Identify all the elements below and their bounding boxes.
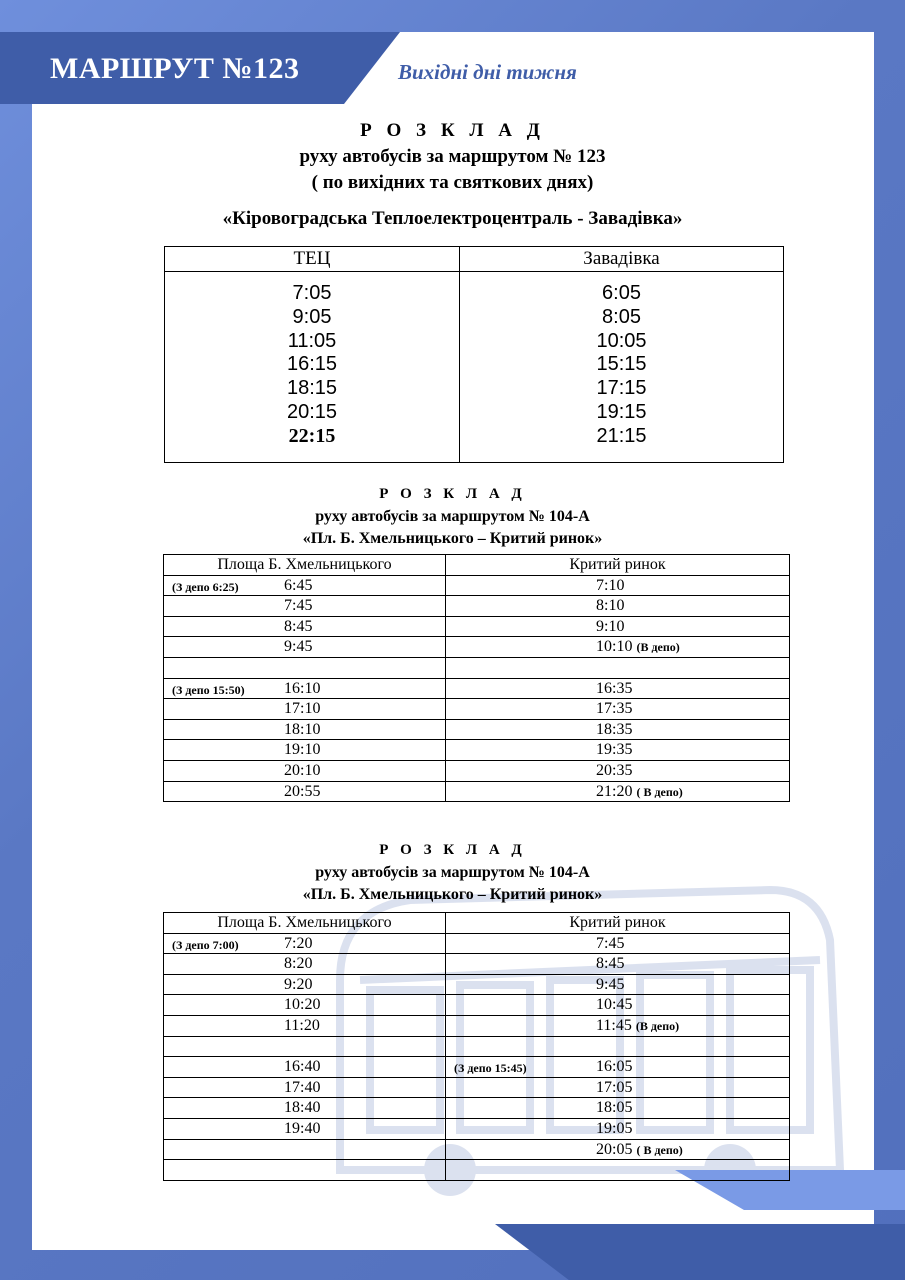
table-row — [164, 1118, 790, 1139]
table-row — [164, 1015, 790, 1036]
left-cell — [164, 1036, 446, 1057]
left-cell — [164, 1077, 446, 1098]
arrival-time: 18:35 — [596, 720, 633, 738]
column-header-right: Критий ринок — [446, 555, 790, 576]
left-cell — [164, 657, 446, 678]
table-row — [164, 740, 790, 761]
left-cell — [164, 637, 446, 658]
table-header-row — [164, 555, 790, 576]
arrival-time: 16:35 — [596, 679, 633, 697]
right-cell — [446, 760, 790, 781]
schedule2-route: «Пл. Б. Хмельницького – Критий ринок» — [302, 530, 603, 547]
departure-time: 17:10 — [284, 700, 321, 718]
right-cell — [446, 1139, 790, 1160]
arrival-time: 9:10 — [596, 617, 625, 635]
arrival-time: 19:05 — [596, 1119, 633, 1137]
right-cell — [446, 637, 790, 658]
column-header-left: Площа Б. Хмельницького — [164, 555, 446, 576]
table-row — [164, 995, 790, 1016]
departure-time: 17:40 — [284, 1078, 321, 1096]
arrival-time: 21:20 — [596, 782, 633, 800]
departure-time: 19:40 — [284, 1119, 321, 1137]
depot-note: (В депо) — [636, 640, 680, 655]
arrival-time: 7:45 — [596, 934, 625, 952]
departure-time: 11:20 — [284, 1016, 320, 1034]
arrival-time-wrap — [596, 1140, 683, 1160]
left-cell — [164, 933, 446, 954]
time-value: 16:15 — [286, 353, 338, 376]
table-row — [164, 781, 790, 802]
left-cell — [164, 1160, 446, 1181]
left-cell — [164, 1098, 446, 1119]
right-cell — [446, 974, 790, 995]
left-cell — [164, 974, 446, 995]
right-cell — [446, 781, 790, 802]
arrival-time-wrap — [596, 699, 632, 718]
arrival-time-wrap — [596, 1016, 679, 1036]
tec-times-cell — [165, 272, 460, 463]
depot-note: ( В депо) — [636, 1142, 683, 1157]
table-row — [164, 1077, 790, 1098]
schedule3-line1: руху автобусів за маршрутом № 104-А — [315, 864, 590, 881]
arrival-time-wrap — [596, 720, 632, 739]
time-value: 6:05 — [602, 282, 641, 304]
arrival-time: 18:05 — [596, 1099, 633, 1117]
arrival-time-wrap — [596, 1078, 632, 1097]
departure-time: 10:20 — [284, 996, 321, 1014]
table-row — [164, 954, 790, 975]
depot-note: ( В депо) — [636, 784, 683, 799]
arrival-time-wrap — [596, 596, 624, 615]
departure-time: 19:10 — [284, 741, 321, 759]
depot-note: (З депо 7:00) — [172, 937, 239, 952]
arrival-time: 19:35 — [596, 741, 633, 759]
right-cell — [446, 678, 790, 699]
depot-note: (З депо 15:50) — [172, 682, 245, 697]
depot-note: (З депо 6:25) — [172, 579, 239, 594]
zavadivka-times-cell — [460, 272, 784, 463]
left-cell — [164, 1057, 446, 1078]
arrival-time-wrap — [596, 617, 624, 636]
left-cell — [164, 699, 446, 720]
table-row — [164, 933, 790, 954]
arrival-time: 10:45 — [596, 996, 633, 1014]
right-cell — [446, 1098, 790, 1119]
table-row — [164, 616, 790, 637]
table-row — [164, 678, 790, 699]
page-title: МАРШРУТ №123 — [50, 52, 300, 85]
schedule3-route: «Пл. Б. Хмельницького – Критий ринок» — [302, 886, 603, 903]
table-row — [164, 657, 790, 678]
depot-note: (З депо 15:45) — [454, 1061, 527, 1076]
arrival-time-wrap — [596, 782, 683, 802]
departure-time: 20:55 — [284, 782, 321, 800]
column-header-tec: ТЕЦ — [165, 247, 460, 272]
left-cell — [164, 995, 446, 1016]
schedule2-heading: Р О З К Л А Д — [379, 486, 526, 502]
departure-time: 20:10 — [284, 761, 321, 779]
column-header-zavadivka: Завадівка — [460, 247, 784, 272]
arrival-time-wrap — [596, 1119, 632, 1138]
depot-note: (В депо) — [635, 1018, 680, 1033]
table-row — [164, 760, 790, 781]
departure-time: 16:40 — [284, 1058, 321, 1076]
time-value: 8:05 — [602, 305, 641, 328]
right-cell — [446, 995, 790, 1016]
time-value: 20:15 — [286, 400, 338, 423]
table-row — [164, 1160, 790, 1181]
right-cell — [446, 719, 790, 740]
schedule1-line2: ( по вихідних та святкових днях) — [311, 172, 594, 193]
right-cell — [446, 596, 790, 617]
schedule1-line1: руху автобусів за маршрутом № 123 — [299, 146, 606, 167]
table-header-row — [164, 913, 790, 934]
right-cell — [446, 1118, 790, 1139]
arrival-time-wrap — [596, 679, 632, 698]
column-header-left: Площа Б. Хмельницького — [164, 913, 446, 934]
departure-time: 6:45 — [284, 576, 313, 594]
arrival-time: 8:45 — [596, 955, 625, 973]
right-cell — [446, 1160, 790, 1181]
left-cell — [164, 616, 446, 637]
time-value: 18:15 — [286, 377, 338, 400]
departure-time: 8:45 — [284, 617, 313, 635]
right-cell — [446, 699, 790, 720]
right-cell — [446, 575, 790, 596]
time-value: 10:05 — [596, 329, 647, 352]
table-row — [164, 596, 790, 617]
arrival-time-wrap — [596, 975, 624, 994]
left-cell — [164, 740, 446, 761]
page-subtitle: Вихідні дні тижня — [398, 60, 577, 84]
time-value: 11:05 — [287, 329, 337, 352]
right-cell — [446, 1036, 790, 1057]
departure-time: 7:45 — [284, 597, 313, 615]
arrival-time: 7:10 — [596, 576, 625, 594]
left-cell — [164, 719, 446, 740]
arrival-time: 9:45 — [596, 975, 625, 993]
arrival-time-wrap — [596, 740, 632, 759]
right-cell — [446, 1077, 790, 1098]
left-cell — [164, 678, 446, 699]
left-cell — [164, 760, 446, 781]
time-value: 9:05 — [292, 305, 332, 328]
column-header-right: Критий ринок — [446, 913, 790, 934]
header-band-edge — [0, 32, 32, 104]
left-cell — [164, 1139, 446, 1160]
departure-time: 9:45 — [284, 638, 313, 656]
arrival-time: 20:05 — [596, 1140, 633, 1158]
departure-time: 9:20 — [284, 975, 313, 993]
schedule1-heading: Р О З К Л А Д — [360, 120, 545, 141]
right-cell — [446, 954, 790, 975]
table-row — [164, 1139, 790, 1160]
time-value: 22:15 — [288, 424, 336, 447]
schedule1-route: «Кіровоградська Теплоелектроцентраль - Завадівка» — [222, 208, 683, 229]
arrival-time-wrap — [596, 1098, 632, 1117]
arrival-time-wrap — [596, 761, 632, 780]
right-cell — [446, 657, 790, 678]
arrival-time: 8:10 — [596, 597, 625, 615]
left-cell — [164, 1015, 446, 1036]
arrival-time: 20:35 — [596, 761, 633, 779]
arrival-time: 10:10 — [596, 638, 633, 656]
time-value: 7:05 — [292, 282, 332, 304]
right-cell — [446, 1015, 790, 1036]
arrival-time-wrap — [596, 637, 680, 657]
arrival-time-wrap — [596, 934, 624, 953]
arrival-time: 16:05 — [596, 1058, 633, 1076]
left-cell — [164, 596, 446, 617]
arrival-time: 17:35 — [596, 700, 633, 718]
table-row — [164, 719, 790, 740]
schedule2-table — [163, 554, 790, 802]
departure-time: 7:20 — [284, 934, 313, 952]
left-cell — [164, 575, 446, 596]
right-cell — [446, 933, 790, 954]
table-row — [164, 1036, 790, 1057]
arrival-time-wrap — [596, 1057, 632, 1076]
table-row — [164, 1098, 790, 1119]
time-value: 21:15 — [596, 424, 647, 447]
departure-time: 18:10 — [284, 720, 321, 738]
departure-time: 8:20 — [284, 955, 313, 973]
schedule3-table — [163, 912, 790, 1181]
right-cell — [446, 616, 790, 637]
arrival-time-wrap — [596, 995, 632, 1014]
left-cell — [164, 781, 446, 802]
time-value: 17:15 — [596, 377, 647, 400]
arrival-time-wrap — [596, 576, 624, 595]
right-cell — [446, 740, 790, 761]
left-cell — [164, 1118, 446, 1139]
schedule2-line1: руху автобусів за маршрутом № 104-А — [315, 508, 590, 525]
arrival-time: 11:45 — [596, 1016, 632, 1034]
arrival-time-wrap — [596, 954, 624, 973]
departure-time: 18:40 — [284, 1099, 321, 1117]
table-row — [164, 974, 790, 995]
schedule1-table — [164, 246, 784, 463]
table-row — [164, 1057, 790, 1078]
table-row — [164, 637, 790, 658]
table-row — [164, 575, 790, 596]
right-cell — [446, 1057, 790, 1078]
table-row — [164, 699, 790, 720]
arrival-time: 17:05 — [596, 1078, 633, 1096]
departure-time: 16:10 — [284, 679, 321, 697]
left-cell — [164, 954, 446, 975]
schedule3-heading: Р О З К Л А Д — [379, 842, 526, 858]
time-value: 19:15 — [596, 400, 647, 423]
time-value: 15:15 — [596, 353, 647, 376]
